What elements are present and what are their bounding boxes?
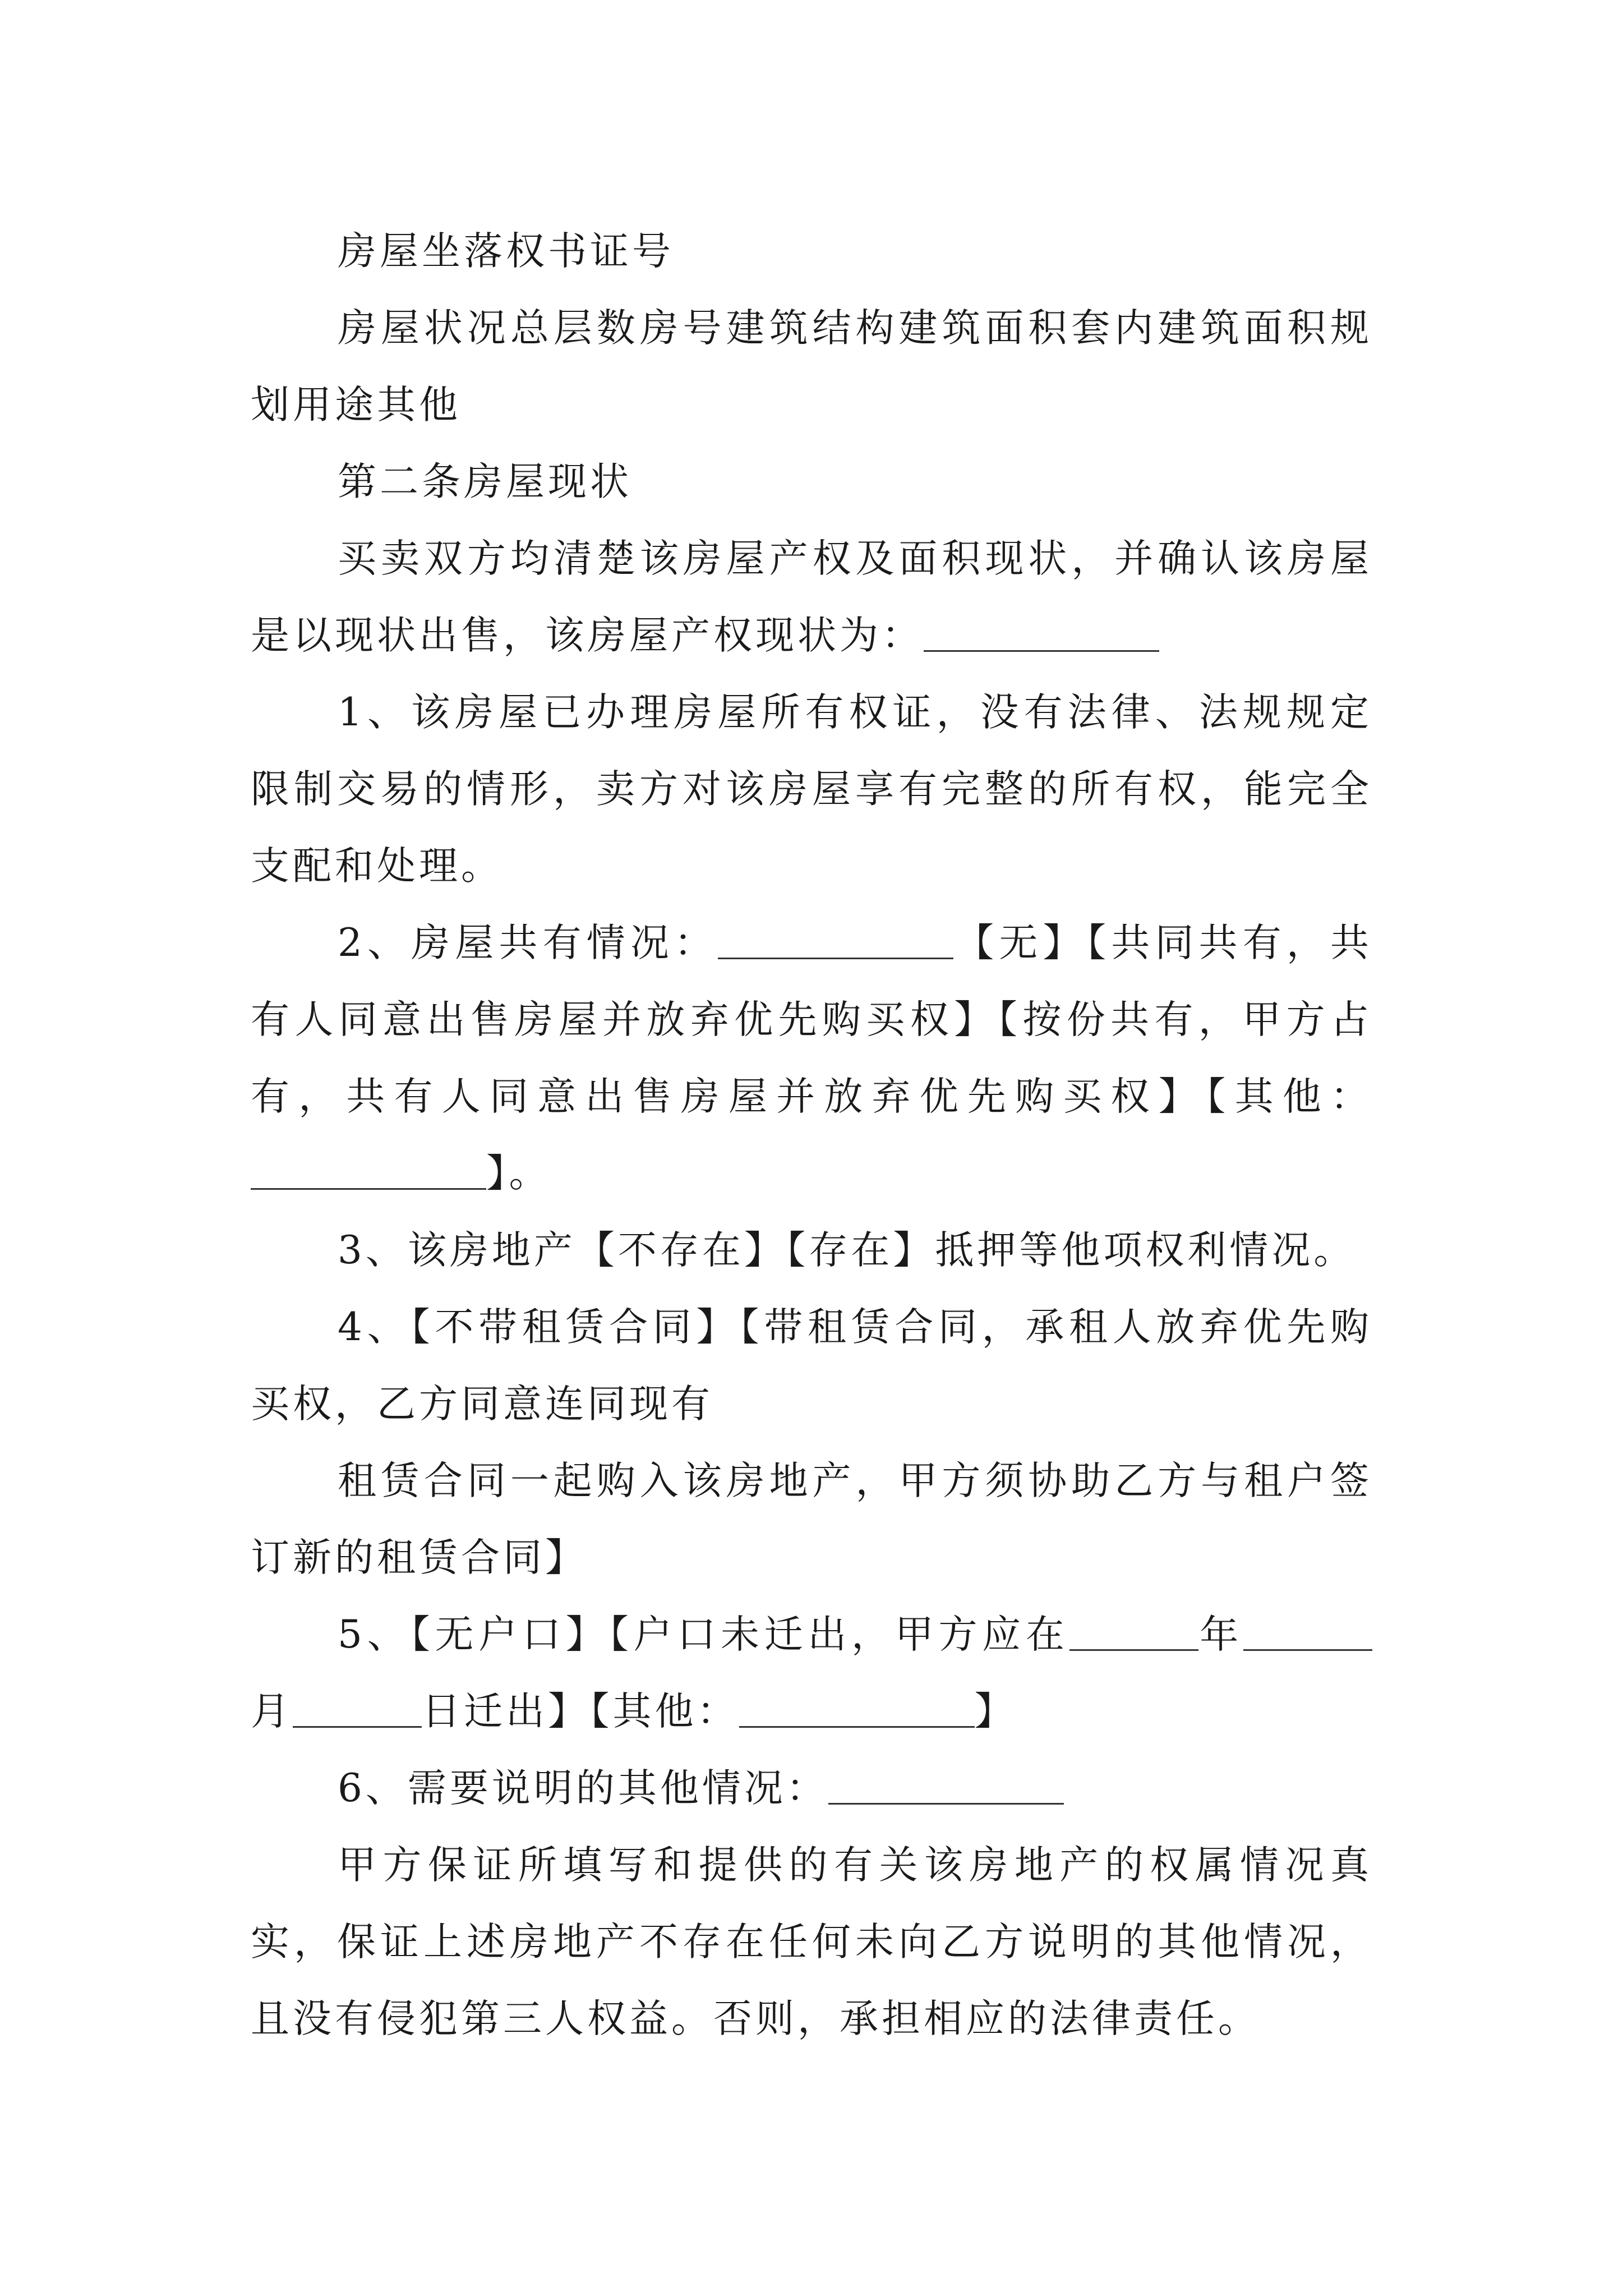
clause-2 [251, 905, 1372, 1212]
clause-6-text: 6、需要说明的其他情况： [338, 1766, 828, 1811]
clause-2-label: 2、房屋共有情况： [338, 921, 718, 965]
clause-5-end: 】 [974, 1689, 1017, 1734]
blank-line [924, 616, 1159, 652]
blank-line [293, 1692, 422, 1728]
day-label: 日迁出】【其他： [422, 1689, 739, 1734]
blank-line [1069, 1616, 1198, 1651]
clause-5 [251, 1596, 1372, 1750]
blank-line [1243, 1616, 1372, 1651]
blank-line [718, 924, 953, 959]
clause-1: 1、该房屋已办理房屋所有权证，没有法律、法规规定限制交易的情形，卖方对该房屋享有完整的所有权，能完全支配和处理。 [251, 690, 1372, 889]
month-label: 月 [251, 1689, 293, 1734]
paragraph-property-status: 房屋状况总层数房号建筑结构建筑面积套内建筑面积规划用途其他 [251, 306, 1372, 427]
clause-2-options: 【无】【共同共有，共有人同意出售房屋并放弃优先购买权】【按份共有，甲方占有，共有人同意出售房屋并放弃优先购买权】【其他： [251, 921, 1373, 1119]
paragraph-current-status [251, 521, 1372, 674]
clause-2-end: 】。 [486, 1151, 551, 1196]
clause-4-continued: 租赁合同一起购入该房地产，甲方须协助乙方与租户签订新的租赁合同】 [251, 1458, 1372, 1580]
blank-line [828, 1769, 1064, 1805]
paragraph-property-location: 房屋坐落权书证号 [338, 229, 674, 274]
clause-6 [251, 1750, 1372, 1827]
blank-line [739, 1692, 975, 1728]
blank-line [251, 1154, 486, 1190]
document-body [251, 213, 1372, 2058]
paragraph-guarantee: 甲方保证所填写和提供的有关该房地产的权属情况真实，保证上述房地产不存在任何未向乙方说明的其他情况，且没有侵犯第三人权益。否则，承担相应的法律责任。 [251, 1843, 1372, 2041]
clause-5-text: 5、【无户口】【户口未迁出，甲方应在 [338, 1612, 1069, 1657]
article-two-heading: 第二条房屋现状 [338, 459, 632, 504]
clause-3: 3、该房地产【不存在】【存在】抵押等他项权利情况。 [338, 1228, 1356, 1273]
current-status-text: 买卖双方均清楚该房屋产权及面积现状，并确认该房屋是以现状出售，该房屋产权现状为： [251, 536, 1372, 658]
clause-4: 4、【不带租赁合同】【带租赁合同，承租人放弃优先购买权，乙方同意连同现有 [251, 1305, 1372, 1427]
year-label: 年 [1198, 1612, 1244, 1657]
